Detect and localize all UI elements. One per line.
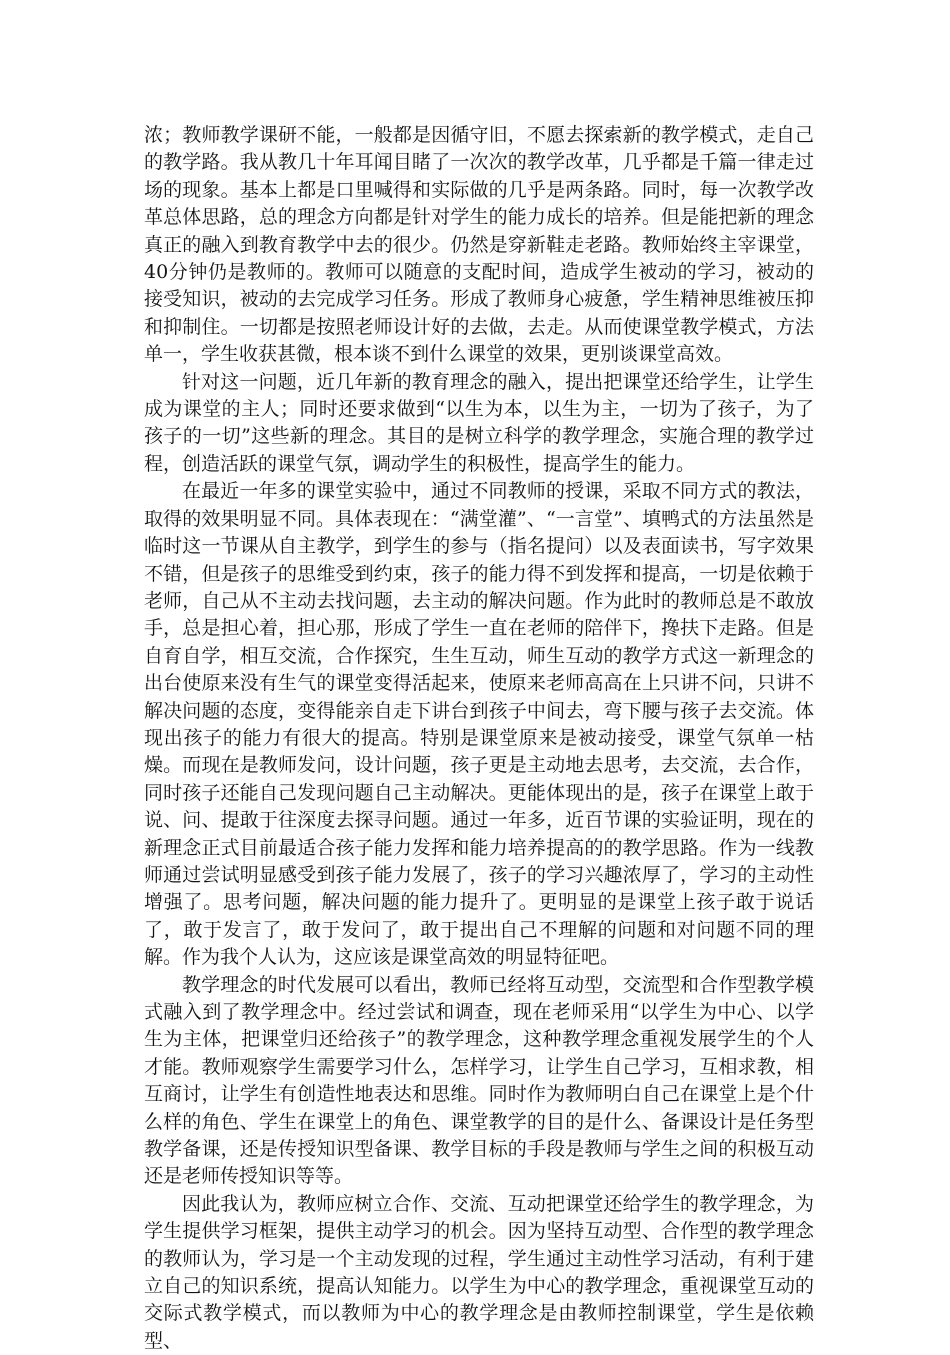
document-body bbox=[144, 122, 814, 1355]
paragraph-1: 浓；教师教学课研不能，一般都是因循守旧，不愿去探索新的教学模式，走自己的教学路。我从教几十年耳闻目睹了一次次的教学改革，几乎都是千篇一律走过场的现象。基本上都是口里喊得和实际做的几乎是两条路。同时，每一次教学改革总体思路，总的理念方向都是针对学生的能力成长的培养。但是能把新的理念真正的融入到教育教学中去的很少。仍然是穿新鞋走老路。教师始终主宰课堂，40分钟仍是教师的。教师可以随意的支配时间，造成学生被动的学习，被动的接受知识，被动的去完成学习任务。形成了教师身心疲惫，学生精神思维被压抑和抑制住。一切都是按照老师设计好的去做，去走。从而使课堂教学模式，方法单一，学生收获甚微，根本谈不到什么课堂的效果，更别谈课堂高效。 bbox=[144, 124, 814, 366]
paragraph-5: 因此我认为，教师应树立合作、交流、互动把课堂还给学生的教学理念，为学生提供学习框架，提供主动学习的机会。因为坚持互动型、合作型的教学理念的教师认为，学习是一个主动发现的过程，学生通过主动性学习活动，有利于建立自己的知识系统，提高认知能力。以学生为中心的教学理念，重视课堂互动的交际式教学模式，而以教师为中心的教学理念是由教师控制课堂，学生是依赖型、 bbox=[144, 1192, 814, 1352]
paragraph-2: 针对这一问题，近几年新的教育理念的融入，提出把课堂还给学生，让学生成为课堂的主人；同时还要求做到“以生为本，以生为主，一切为了孩子，为了孩子的一切”这些新的理念。其目的是树立科学的教学理念，实施合理的教学过程，创造活跃的课堂气氛，调动学生的积极性，提高学生的能力。 bbox=[144, 370, 814, 475]
paragraph-4: 教学理念的时代发展可以看出，教师已经将互动型，交流型和合作型教学模式融入到了教学理念中。经过尝试和调查，现在老师采用“以学生为中心、以学生为主体，把课堂归还给孩子”的教学理念，这种教学理念重视发展学生的个人才能。教师观察学生需要学习什么，怎样学习，让学生自己学习，互相求教，相互商讨，让学生有创造性地表达和思维。同时作为教师明白自己在课堂上是个什么样的角色、学生在课堂上的角色、课堂教学的目的是什么、备课设计是任务型教学备课，还是传授知识型备课、教学目标的手段是教师与学生之间的积极互动还是老师传授知识等等。 bbox=[144, 973, 814, 1188]
paragraph-3: 在最近一年多的课堂实验中，通过不同教师的授课，采取不同方式的教法，取得的效果明显不同。具体表现在：“满堂灌”、“一言堂”、填鸭式的方法虽然是临时这一节课从自主教学，到学生的参与（指名提问）以及表面读书，写字效果不错，但是孩子的思维受到约束，孩子的能力得不到发挥和提高，一切是依赖于老师，自己从不主动去找问题，去主动的解决问题。作为此时的教师总是不敢放手，总是担心着，担心那，形成了学生一直在老师的陪伴下，搀扶下走路。但是自育自学，相互交流，合作探究，生生互动，师生互动的教学方式这一新理念的出台使原来没有生气的课堂变得活起来，使原来老师高高在上只讲不问，只讲不解决问题的态度，变得能亲自走下讲台到孩子中间去，弯下腰与孩子去交流。体现出孩子的能力有很大的提高。特别是课堂原来是被动接受，课堂气氛单一枯燥。而现在是教师发问，设计问题，孩子更是主动地去思考，去交流，去合作，同时孩子还能自己发现问题自己主动解决。更能体现出的是，孩子在课堂上敢于说、问、提敢于往深度去探寻问题。通过一年多，近百节课的实验证明，现在的新理念正式目前最适合孩子能力发挥和能力培养提高的的教学思路。作为一线教师通过尝试明显感受到孩子能力发展了，孩子的学习兴趣浓厚了，学习的主动性增强了。思考问题，解决问题的能力提升了。更明显的是课堂上孩子敢于说话了，敢于发言了，敢于发问了，敢于提出自己不理解的问题和对问题不同的理解。作为我个人认为，这应该是课堂高效的明显特征吧。 bbox=[144, 480, 814, 969]
